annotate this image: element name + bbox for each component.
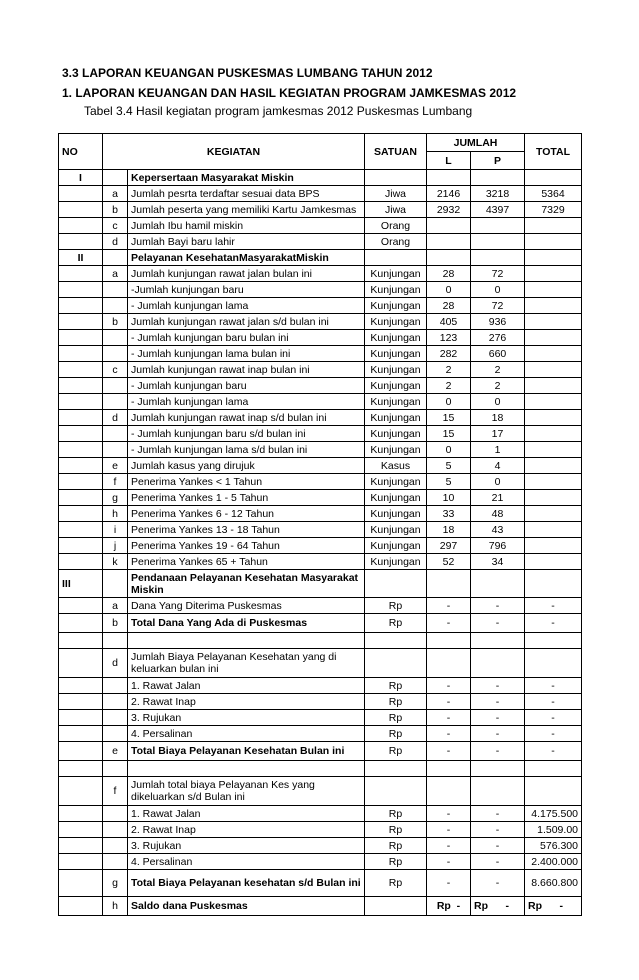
row-label: 3. Rujukan	[128, 710, 365, 726]
row-p: -	[471, 870, 525, 897]
row-label: Jumlah Ibu hamil miskin	[128, 218, 365, 234]
row-sub	[103, 426, 128, 442]
row-p: 0	[471, 282, 525, 298]
row-satuan	[365, 897, 427, 916]
row-p: -	[471, 854, 525, 870]
row-p: 4	[471, 458, 525, 474]
row-total	[525, 490, 582, 506]
row-satuan: Kunjungan	[365, 378, 427, 394]
row-satuan: Kunjungan	[365, 490, 427, 506]
row-satuan: Rp	[365, 870, 427, 897]
row-label: Jumlah kasus yang dirujuk	[128, 458, 365, 474]
row-p: -	[471, 822, 525, 838]
row-p: 796	[471, 538, 525, 554]
row-l: 2146	[427, 186, 471, 202]
row-total: 5364	[525, 186, 582, 202]
row-l: 2	[427, 362, 471, 378]
row-total	[525, 234, 582, 250]
row-l: -	[427, 854, 471, 870]
row-l: 5	[427, 474, 471, 490]
row-l	[427, 234, 471, 250]
row-l: 0	[427, 282, 471, 298]
row-sub: d	[103, 234, 128, 250]
row-total: -	[525, 694, 582, 710]
row-label: Jumlah kunjungan rawat inap bulan ini	[128, 362, 365, 378]
row-sub	[103, 442, 128, 458]
table-row	[59, 490, 582, 506]
row-label: Saldo dana Puskesmas	[128, 897, 365, 916]
row-l: -	[427, 710, 471, 726]
row-l: 18	[427, 522, 471, 538]
row-label: - Jumlah kunjungan lama bulan ini	[128, 346, 365, 362]
row-satuan: Jiwa	[365, 186, 427, 202]
row-total: 1.509.00	[525, 822, 582, 838]
row-sub	[103, 394, 128, 410]
section-number: II	[59, 250, 103, 266]
row-p: 2	[471, 378, 525, 394]
row-satuan: Kunjungan	[365, 554, 427, 570]
row-total: -	[525, 598, 582, 614]
row-sub: d	[103, 649, 128, 678]
row-sub: d	[103, 410, 128, 426]
row-sub: h	[103, 897, 128, 916]
row-satuan: Kunjungan	[365, 298, 427, 314]
row-l: 0	[427, 442, 471, 458]
table-row	[59, 554, 582, 570]
row-label: - Jumlah kunjungan baru	[128, 378, 365, 394]
row-satuan: Rp	[365, 854, 427, 870]
row-p: Rp -	[471, 897, 525, 916]
row-sub	[103, 378, 128, 394]
col-header-jumlah: JUMLAH	[427, 134, 525, 152]
row-label: - Jumlah kunjungan baru s/d bulan ini	[128, 426, 365, 442]
table-row	[59, 442, 582, 458]
row-label: Penerima Yankes 65 + Tahun	[128, 554, 365, 570]
row-p: 660	[471, 346, 525, 362]
row-sub: g	[103, 870, 128, 897]
col-header-satuan: SATUAN	[365, 134, 427, 170]
row-satuan: Rp	[365, 838, 427, 854]
row-p: 48	[471, 506, 525, 522]
table-row	[59, 678, 582, 694]
row-l: -	[427, 614, 471, 633]
row-label: Jumlah kunjungan rawat jalan s/d bulan ini	[128, 314, 365, 330]
row-satuan: Kunjungan	[365, 314, 427, 330]
row-sub: b	[103, 202, 128, 218]
row-l: -	[427, 822, 471, 838]
table-row	[59, 694, 582, 710]
row-p: -	[471, 678, 525, 694]
row-label: Jumlah Bayi baru lahir	[128, 234, 365, 250]
row-total	[525, 346, 582, 362]
table-row	[59, 330, 582, 346]
row-sub: b	[103, 614, 128, 633]
row-label: Penerima Yankes 13 - 18 Tahun	[128, 522, 365, 538]
row-satuan: Rp	[365, 742, 427, 761]
row-total	[525, 218, 582, 234]
row-label: Penerima Yankes 19 - 64 Tahun	[128, 538, 365, 554]
row-p: 0	[471, 394, 525, 410]
row-label: Penerima Yankes 1 - 5 Tahun	[128, 490, 365, 506]
row-satuan: Orang	[365, 234, 427, 250]
row-label: Jumlah pesrta terdaftar sesuai data BPS	[128, 186, 365, 202]
row-label: 3. Rujukan	[128, 838, 365, 854]
row-label: Jumlah kunjungan rawat jalan bulan ini	[128, 266, 365, 282]
row-l: 28	[427, 266, 471, 282]
row-p: -	[471, 598, 525, 614]
row-l: 28	[427, 298, 471, 314]
row-satuan: Rp	[365, 710, 427, 726]
table-row	[59, 614, 582, 633]
row-p: -	[471, 710, 525, 726]
table-row	[59, 822, 582, 838]
row-label: Jumlah total biaya Pelayanan Kes yang dikeluarkan s/d Bulan ini	[128, 777, 365, 806]
row-total: 7329	[525, 202, 582, 218]
table-row	[59, 726, 582, 742]
row-total	[525, 298, 582, 314]
row-satuan: Kunjungan	[365, 522, 427, 538]
table-row	[59, 538, 582, 554]
jamkesmas-table	[58, 133, 582, 916]
row-satuan: Kunjungan	[365, 506, 427, 522]
row-l: 297	[427, 538, 471, 554]
table-row	[59, 426, 582, 442]
row-satuan: Rp	[365, 726, 427, 742]
row-total	[525, 538, 582, 554]
row-sub: a	[103, 266, 128, 282]
spacer-row	[59, 633, 582, 649]
row-total: -	[525, 614, 582, 633]
row-l: -	[427, 726, 471, 742]
row-sub: f	[103, 777, 128, 806]
row-p: 18	[471, 410, 525, 426]
row-label: - Jumlah kunjungan baru bulan ini	[128, 330, 365, 346]
row-label: Dana Yang Diterima Puskesmas	[128, 598, 365, 614]
row-l: 52	[427, 554, 471, 570]
section-row	[59, 570, 582, 598]
row-l: 33	[427, 506, 471, 522]
row-sub: e	[103, 458, 128, 474]
row-satuan: Kunjungan	[365, 394, 427, 410]
row-sub: a	[103, 186, 128, 202]
row-satuan: Orang	[365, 218, 427, 234]
report-subheading: 1. LAPORAN KEUANGAN DAN HASIL KEGIATAN PROGRAM JAMKESMAS 2012	[62, 86, 517, 100]
row-satuan: Rp	[365, 694, 427, 710]
row-sub: f	[103, 474, 128, 490]
col-header-l: L	[427, 152, 471, 170]
row-label: 2. Rawat Inap	[128, 694, 365, 710]
row-label: Total Biaya Pelayanan Kesehatan Bulan ini	[128, 742, 365, 761]
row-p: 72	[471, 298, 525, 314]
table-row	[59, 474, 582, 490]
table-row	[59, 218, 582, 234]
row-satuan: Jiwa	[365, 202, 427, 218]
row-satuan: Kasus	[365, 458, 427, 474]
table-row	[59, 870, 582, 897]
row-sub: b	[103, 314, 128, 330]
row-total: -	[525, 710, 582, 726]
row-sub: i	[103, 522, 128, 538]
row-sub: c	[103, 362, 128, 378]
row-satuan: Rp	[365, 598, 427, 614]
row-label: - Jumlah kunjungan lama s/d bulan ini	[128, 442, 365, 458]
row-label: Penerima Yankes 6 - 12 Tahun	[128, 506, 365, 522]
row-l: Rp -	[427, 897, 471, 916]
table-row	[59, 458, 582, 474]
table-row	[59, 186, 582, 202]
row-label: 2. Rawat Inap	[128, 822, 365, 838]
row-l: 15	[427, 410, 471, 426]
row-p: 34	[471, 554, 525, 570]
table-row	[59, 362, 582, 378]
section-row	[59, 250, 582, 266]
row-total	[525, 442, 582, 458]
row-total	[525, 394, 582, 410]
row-p: -	[471, 838, 525, 854]
row-label: 1. Rawat Jalan	[128, 806, 365, 822]
row-p: 43	[471, 522, 525, 538]
row-satuan: Rp	[365, 614, 427, 633]
row-total	[525, 474, 582, 490]
header-row	[59, 134, 582, 152]
row-total	[525, 362, 582, 378]
row-l: 10	[427, 490, 471, 506]
row-total: -	[525, 742, 582, 761]
row-sub: a	[103, 598, 128, 614]
row-p: 0	[471, 474, 525, 490]
row-l: -	[427, 806, 471, 822]
row-p: 4397	[471, 202, 525, 218]
col-header-p: P	[471, 152, 525, 170]
col-header-total: TOTAL	[525, 134, 582, 170]
row-sub: g	[103, 490, 128, 506]
table-caption: Tabel 3.4 Hasil kegiatan program jamkesmas 2012 Puskesmas Lumbang	[84, 104, 473, 118]
table-row	[59, 202, 582, 218]
row-l: 123	[427, 330, 471, 346]
row-l: 15	[427, 426, 471, 442]
row-satuan: Kunjungan	[365, 410, 427, 426]
row-l: 0	[427, 394, 471, 410]
row-l: -	[427, 694, 471, 710]
row-l: 2	[427, 378, 471, 394]
row-total: -	[525, 726, 582, 742]
row-total	[525, 554, 582, 570]
row-satuan: Kunjungan	[365, 330, 427, 346]
row-sub: k	[103, 554, 128, 570]
row-satuan: Rp	[365, 822, 427, 838]
row-l: -	[427, 598, 471, 614]
row-l	[427, 218, 471, 234]
table-row	[59, 346, 582, 362]
section-title: Pendanaan Pelayanan Kesehatan Masyarakat Miskin	[128, 570, 365, 598]
table-row	[59, 806, 582, 822]
table-row	[59, 298, 582, 314]
row-satuan: Kunjungan	[365, 426, 427, 442]
row-label: Penerima Yankes < 1 Tahun	[128, 474, 365, 490]
row-p	[471, 218, 525, 234]
row-label: 4. Persalinan	[128, 726, 365, 742]
row-p: -	[471, 742, 525, 761]
row-satuan: Rp	[365, 678, 427, 694]
row-label: Jumlah peserta yang memiliki Kartu Jamkesmas	[128, 202, 365, 218]
row-label: 1. Rawat Jalan	[128, 678, 365, 694]
table-row	[59, 598, 582, 614]
row-p: 17	[471, 426, 525, 442]
row-l: 282	[427, 346, 471, 362]
row-satuan: Kunjungan	[365, 282, 427, 298]
row-sub	[103, 330, 128, 346]
table-row	[59, 282, 582, 298]
row-sub: j	[103, 538, 128, 554]
row-total	[525, 266, 582, 282]
row-label: - Jumlah kunjungan lama	[128, 298, 365, 314]
report-heading: 3.3 LAPORAN KEUANGAN PUSKESMAS LUMBANG TAHUN 2012	[62, 66, 433, 80]
row-sub: e	[103, 742, 128, 761]
row-sub: h	[103, 506, 128, 522]
row-l: 2932	[427, 202, 471, 218]
row-p: -	[471, 694, 525, 710]
row-l: 5	[427, 458, 471, 474]
spacer-row	[59, 761, 582, 777]
row-total	[525, 282, 582, 298]
table-row	[59, 522, 582, 538]
table-row	[59, 506, 582, 522]
row-p: 1	[471, 442, 525, 458]
row-l: -	[427, 678, 471, 694]
row-satuan: Kunjungan	[365, 346, 427, 362]
table-row	[59, 710, 582, 726]
table-row	[59, 314, 582, 330]
row-satuan: Kunjungan	[365, 538, 427, 554]
row-p	[471, 234, 525, 250]
row-l: -	[427, 838, 471, 854]
row-total	[525, 522, 582, 538]
row-label: Jumlah Biaya Pelayanan Kesehatan yang di keluarkan bulan ini	[128, 649, 365, 678]
row-satuan: Rp	[365, 806, 427, 822]
section-title: Kepersertaan Masyarakat Miskin	[128, 170, 365, 186]
row-total	[525, 314, 582, 330]
row-total: 8.660.800	[525, 870, 582, 897]
row-total: 4.175.500	[525, 806, 582, 822]
table-row	[59, 266, 582, 282]
section-number: III	[59, 570, 103, 598]
row-total	[525, 410, 582, 426]
row-label: Total Biaya Pelayanan kesehatan s/d Bulan ini	[128, 870, 365, 897]
table-row	[59, 649, 582, 678]
section-row	[59, 170, 582, 186]
row-l: -	[427, 870, 471, 897]
row-satuan: Kunjungan	[365, 474, 427, 490]
table-row	[59, 777, 582, 806]
row-total	[525, 506, 582, 522]
row-satuan: Kunjungan	[365, 442, 427, 458]
row-p: 936	[471, 314, 525, 330]
table-row	[59, 838, 582, 854]
row-total: -	[525, 678, 582, 694]
row-label: Jumlah kunjungan rawat inap s/d bulan ini	[128, 410, 365, 426]
row-total	[525, 330, 582, 346]
row-sub: c	[103, 218, 128, 234]
row-p: -	[471, 806, 525, 822]
row-total	[525, 378, 582, 394]
section-number: I	[59, 170, 103, 186]
row-sub	[103, 346, 128, 362]
row-p: 2	[471, 362, 525, 378]
row-p: -	[471, 726, 525, 742]
table-row	[59, 410, 582, 426]
table-row	[59, 394, 582, 410]
col-header-kegiatan: KEGIATAN	[103, 134, 365, 170]
row-p: 72	[471, 266, 525, 282]
row-label: 4. Persalinan	[128, 854, 365, 870]
row-total: 2.400.000	[525, 854, 582, 870]
table-row	[59, 897, 582, 916]
row-l: 405	[427, 314, 471, 330]
row-total	[525, 426, 582, 442]
row-label: - Jumlah kunjungan lama	[128, 394, 365, 410]
col-header-no: NO	[59, 134, 103, 170]
table-row	[59, 234, 582, 250]
table-row	[59, 742, 582, 761]
row-p: -	[471, 614, 525, 633]
row-satuan: Kunjungan	[365, 266, 427, 282]
table-row	[59, 854, 582, 870]
section-title: Pelayanan KesehatanMasyarakatMiskin	[128, 250, 365, 266]
row-p: 3218	[471, 186, 525, 202]
row-total: 576.300	[525, 838, 582, 854]
row-l: -	[427, 742, 471, 761]
row-p: 21	[471, 490, 525, 506]
row-satuan: Kunjungan	[365, 362, 427, 378]
row-label: Total Dana Yang Ada di Puskesmas	[128, 614, 365, 633]
table-row	[59, 378, 582, 394]
row-total: Rp -	[525, 897, 582, 916]
row-sub	[103, 282, 128, 298]
row-sub	[103, 298, 128, 314]
row-p: 276	[471, 330, 525, 346]
row-total	[525, 458, 582, 474]
row-label: -Jumlah kunjungan baru	[128, 282, 365, 298]
